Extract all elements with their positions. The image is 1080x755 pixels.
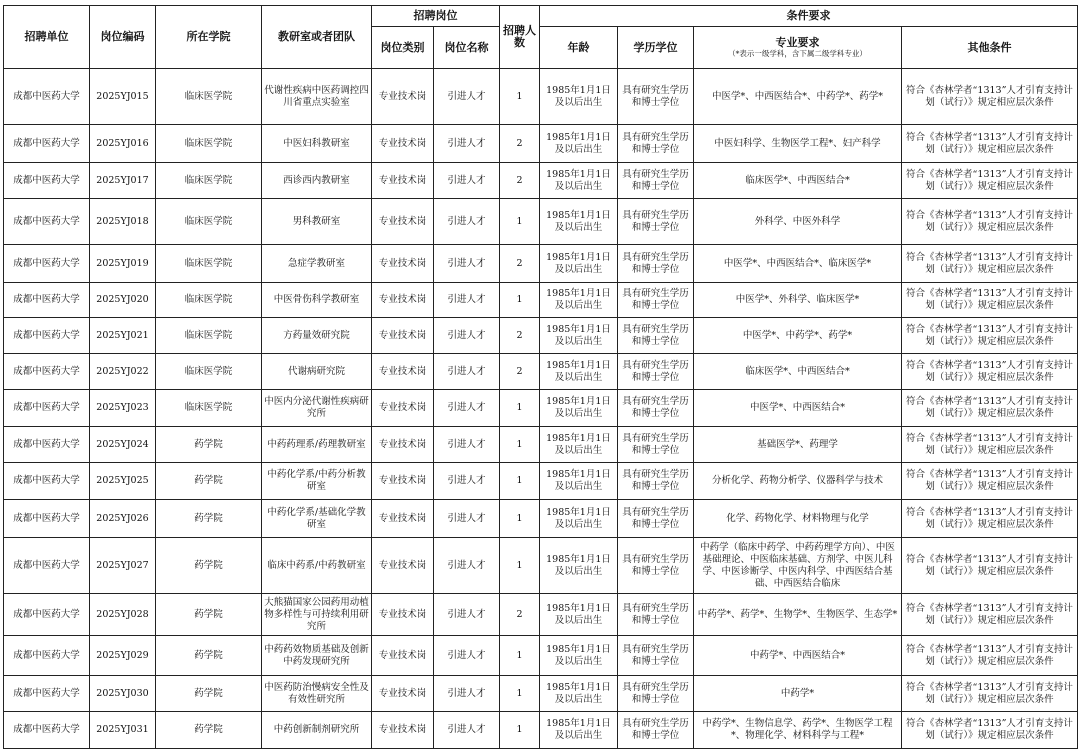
header-condition-group: 条件要求 [540, 6, 1078, 27]
cell-name: 引进人才 [434, 594, 500, 636]
cell-unit: 成都中医药大学 [4, 283, 90, 318]
cell-code: 2025YJ024 [90, 427, 156, 463]
cell-college: 临床医学院 [156, 163, 262, 199]
cell-edu: 具有研究生学历和博士学位 [618, 538, 694, 594]
cell-count: 2 [500, 318, 540, 354]
header-unit: 招聘单位 [4, 6, 90, 69]
cell-other: 符合《杏林学者“1313”人才引育支持计划（试行）》规定相应层次条件 [902, 354, 1078, 390]
cell-code: 2025YJ026 [90, 500, 156, 538]
cell-count: 2 [500, 245, 540, 283]
cell-unit: 成都中医药大学 [4, 354, 90, 390]
cell-age: 1985年1月1日及以后出生 [540, 354, 618, 390]
cell-edu: 具有研究生学历和博士学位 [618, 636, 694, 676]
cell-edu: 具有研究生学历和博士学位 [618, 712, 694, 749]
cell-major: 中医学*、中药学*、药学* [694, 318, 902, 354]
cell-team: 中医骨伤科学教研室 [262, 283, 372, 318]
cell-college: 药学院 [156, 538, 262, 594]
table-row [4, 163, 1078, 199]
cell-edu: 具有研究生学历和博士学位 [618, 283, 694, 318]
cell-major: 中药学（临床中药学、中药药理学方向）、中医基础理论、中医临床基础、方剂学、中医儿科学、中医诊断学、中医内科学、中西医结合基础、中西医结合临床 [694, 538, 902, 594]
cell-age: 1985年1月1日及以后出生 [540, 676, 618, 712]
cell-type: 专业技术岗 [372, 594, 434, 636]
table-header [4, 6, 1078, 69]
cell-name: 引进人才 [434, 538, 500, 594]
header-code: 岗位编码 [90, 6, 156, 69]
table-row [4, 500, 1078, 538]
header-post-name: 岗位名称 [434, 27, 500, 69]
cell-college: 药学院 [156, 676, 262, 712]
cell-team: 中药化学系/中药分析教研室 [262, 463, 372, 500]
cell-other: 符合《杏林学者“1313”人才引育支持计划（试行）》规定相应层次条件 [902, 199, 1078, 245]
cell-type: 专业技术岗 [372, 538, 434, 594]
cell-count: 2 [500, 125, 540, 163]
cell-edu: 具有研究生学历和博士学位 [618, 500, 694, 538]
cell-edu: 具有研究生学历和博士学位 [618, 125, 694, 163]
cell-unit: 成都中医药大学 [4, 125, 90, 163]
cell-type: 专业技术岗 [372, 245, 434, 283]
cell-unit: 成都中医药大学 [4, 245, 90, 283]
cell-unit: 成都中医药大学 [4, 199, 90, 245]
cell-team: 临床中药系/中药教研室 [262, 538, 372, 594]
cell-edu: 具有研究生学历和博士学位 [618, 390, 694, 427]
cell-code: 2025YJ023 [90, 390, 156, 427]
cell-major: 基础医学*、药理学 [694, 427, 902, 463]
table-row [4, 125, 1078, 163]
cell-other: 符合《杏林学者“1313”人才引育支持计划（试行）》规定相应层次条件 [902, 636, 1078, 676]
cell-college: 临床医学院 [156, 69, 262, 125]
cell-code: 2025YJ031 [90, 712, 156, 749]
cell-edu: 具有研究生学历和博士学位 [618, 594, 694, 636]
cell-unit: 成都中医药大学 [4, 594, 90, 636]
cell-major: 中药学*、中西医结合* [694, 636, 902, 676]
cell-team: 急症学教研室 [262, 245, 372, 283]
table-row [4, 318, 1078, 354]
header-major-label: 专业要求 [775, 36, 820, 49]
cell-type: 专业技术岗 [372, 636, 434, 676]
cell-college: 药学院 [156, 500, 262, 538]
cell-type: 专业技术岗 [372, 318, 434, 354]
table-row [4, 636, 1078, 676]
cell-other: 符合《杏林学者“1313”人才引育支持计划（试行）》规定相应层次条件 [902, 390, 1078, 427]
table-row [4, 676, 1078, 712]
cell-major: 中医学*、中西医结合*、临床医学* [694, 245, 902, 283]
cell-count: 1 [500, 500, 540, 538]
cell-code: 2025YJ030 [90, 676, 156, 712]
cell-major: 化学、药物化学、材料物理与化学 [694, 500, 902, 538]
cell-count: 1 [500, 712, 540, 749]
cell-name: 引进人才 [434, 199, 500, 245]
cell-count: 1 [500, 199, 540, 245]
table-row [4, 427, 1078, 463]
cell-college: 药学院 [156, 636, 262, 676]
cell-age: 1985年1月1日及以后出生 [540, 463, 618, 500]
cell-type: 专业技术岗 [372, 199, 434, 245]
cell-major: 临床医学*、中西医结合* [694, 354, 902, 390]
cell-age: 1985年1月1日及以后出生 [540, 390, 618, 427]
cell-code: 2025YJ019 [90, 245, 156, 283]
table-body [4, 69, 1078, 749]
cell-major: 中医学*、中西医结合*、中药学*、药学* [694, 69, 902, 125]
cell-edu: 具有研究生学历和博士学位 [618, 427, 694, 463]
header-age: 年龄 [540, 27, 618, 69]
recruitment-table-wrapper [3, 5, 1078, 749]
cell-other: 符合《杏林学者“1313”人才引育支持计划（试行）》规定相应层次条件 [902, 463, 1078, 500]
cell-name: 引进人才 [434, 318, 500, 354]
cell-college: 药学院 [156, 712, 262, 749]
table-row [4, 594, 1078, 636]
cell-major: 分析化学、药物分析学、仪器科学与技术 [694, 463, 902, 500]
cell-name: 引进人才 [434, 245, 500, 283]
table-row [4, 354, 1078, 390]
cell-type: 专业技术岗 [372, 125, 434, 163]
cell-team: 代谢病研究院 [262, 354, 372, 390]
cell-unit: 成都中医药大学 [4, 390, 90, 427]
cell-type: 专业技术岗 [372, 163, 434, 199]
cell-major: 中药学* [694, 676, 902, 712]
cell-unit: 成都中医药大学 [4, 538, 90, 594]
cell-name: 引进人才 [434, 283, 500, 318]
cell-type: 专业技术岗 [372, 676, 434, 712]
table-row [4, 283, 1078, 318]
cell-college: 临床医学院 [156, 199, 262, 245]
cell-team: 大熊猫国家公园药用动植物多样性与可持续利用研究所 [262, 594, 372, 636]
cell-edu: 具有研究生学历和博士学位 [618, 318, 694, 354]
cell-team: 中医药防治慢病安全性及有效性研究所 [262, 676, 372, 712]
table-row [4, 538, 1078, 594]
cell-name: 引进人才 [434, 125, 500, 163]
cell-unit: 成都中医药大学 [4, 163, 90, 199]
cell-type: 专业技术岗 [372, 354, 434, 390]
cell-major: 外科学、中医外科学 [694, 199, 902, 245]
header-edu: 学历学位 [618, 27, 694, 69]
cell-count: 1 [500, 390, 540, 427]
cell-unit: 成都中医药大学 [4, 318, 90, 354]
header-count: 招聘人数 [500, 6, 540, 69]
cell-code: 2025YJ021 [90, 318, 156, 354]
table-row [4, 390, 1078, 427]
cell-other: 符合《杏林学者“1313”人才引育支持计划（试行）》规定相应层次条件 [902, 500, 1078, 538]
cell-other: 符合《杏林学者“1313”人才引育支持计划（试行）》规定相应层次条件 [902, 427, 1078, 463]
cell-major: 中药学*、药学*、生物学*、生物医学、生态学* [694, 594, 902, 636]
cell-age: 1985年1月1日及以后出生 [540, 283, 618, 318]
cell-unit: 成都中医药大学 [4, 427, 90, 463]
cell-name: 引进人才 [434, 712, 500, 749]
cell-team: 男科教研室 [262, 199, 372, 245]
cell-other: 符合《杏林学者“1313”人才引育支持计划（试行）》规定相应层次条件 [902, 245, 1078, 283]
cell-college: 临床医学院 [156, 245, 262, 283]
cell-edu: 具有研究生学历和博士学位 [618, 463, 694, 500]
cell-name: 引进人才 [434, 69, 500, 125]
header-major [694, 27, 902, 69]
cell-age: 1985年1月1日及以后出生 [540, 125, 618, 163]
cell-college: 临床医学院 [156, 125, 262, 163]
cell-count: 1 [500, 636, 540, 676]
cell-type: 专业技术岗 [372, 69, 434, 125]
cell-other: 符合《杏林学者“1313”人才引育支持计划（试行）》规定相应层次条件 [902, 676, 1078, 712]
cell-age: 1985年1月1日及以后出生 [540, 500, 618, 538]
cell-college: 临床医学院 [156, 283, 262, 318]
cell-edu: 具有研究生学历和博士学位 [618, 199, 694, 245]
header-team: 教研室或者团队 [262, 6, 372, 69]
cell-name: 引进人才 [434, 636, 500, 676]
cell-other: 符合《杏林学者“1313”人才引育支持计划（试行）》规定相应层次条件 [902, 69, 1078, 125]
cell-team: 中药创新制剂研究所 [262, 712, 372, 749]
cell-name: 引进人才 [434, 163, 500, 199]
cell-major: 中医学*、中西医结合* [694, 390, 902, 427]
cell-unit: 成都中医药大学 [4, 636, 90, 676]
cell-age: 1985年1月1日及以后出生 [540, 245, 618, 283]
cell-other: 符合《杏林学者“1313”人才引育支持计划（试行）》规定相应层次条件 [902, 318, 1078, 354]
cell-name: 引进人才 [434, 390, 500, 427]
table-row [4, 69, 1078, 125]
cell-major: 中药学*、生物信息学、药学*、生物医学工程*、物理化学、材料科学与工程* [694, 712, 902, 749]
header-major-note: （*表示一级学科，含下属二级学科专业） [728, 49, 867, 58]
cell-major: 中医学*、外科学、临床医学* [694, 283, 902, 318]
cell-edu: 具有研究生学历和博士学位 [618, 245, 694, 283]
cell-age: 1985年1月1日及以后出生 [540, 427, 618, 463]
cell-age: 1985年1月1日及以后出生 [540, 163, 618, 199]
cell-college: 临床医学院 [156, 354, 262, 390]
cell-other: 符合《杏林学者“1313”人才引育支持计划（试行）》规定相应层次条件 [902, 283, 1078, 318]
cell-college: 临床医学院 [156, 390, 262, 427]
cell-name: 引进人才 [434, 427, 500, 463]
cell-code: 2025YJ017 [90, 163, 156, 199]
cell-team: 代谢性疾病中医药调控四川省重点实验室 [262, 69, 372, 125]
cell-code: 2025YJ025 [90, 463, 156, 500]
cell-type: 专业技术岗 [372, 712, 434, 749]
cell-age: 1985年1月1日及以后出生 [540, 538, 618, 594]
cell-name: 引进人才 [434, 676, 500, 712]
cell-team: 中药药效物质基础及创新中药发现研究所 [262, 636, 372, 676]
cell-count: 1 [500, 283, 540, 318]
cell-team: 西诊西内教研室 [262, 163, 372, 199]
cell-type: 专业技术岗 [372, 463, 434, 500]
cell-team: 中药药理系/药理教研室 [262, 427, 372, 463]
cell-count: 1 [500, 69, 540, 125]
cell-edu: 具有研究生学历和博士学位 [618, 163, 694, 199]
cell-college: 药学院 [156, 427, 262, 463]
cell-count: 2 [500, 354, 540, 390]
cell-count: 2 [500, 163, 540, 199]
cell-count: 2 [500, 594, 540, 636]
cell-code: 2025YJ027 [90, 538, 156, 594]
cell-unit: 成都中医药大学 [4, 712, 90, 749]
cell-age: 1985年1月1日及以后出生 [540, 636, 618, 676]
cell-type: 专业技术岗 [372, 427, 434, 463]
cell-age: 1985年1月1日及以后出生 [540, 594, 618, 636]
cell-team: 中医内分泌代谢性疾病研究所 [262, 390, 372, 427]
cell-edu: 具有研究生学历和博士学位 [618, 354, 694, 390]
cell-college: 临床医学院 [156, 318, 262, 354]
cell-code: 2025YJ015 [90, 69, 156, 125]
cell-major: 临床医学*、中西医结合* [694, 163, 902, 199]
cell-team: 中医妇科教研室 [262, 125, 372, 163]
recruitment-table [3, 5, 1078, 749]
cell-age: 1985年1月1日及以后出生 [540, 199, 618, 245]
cell-team: 中药化学系/基础化学教研室 [262, 500, 372, 538]
cell-name: 引进人才 [434, 463, 500, 500]
header-college: 所在学院 [156, 6, 262, 69]
cell-edu: 具有研究生学历和博士学位 [618, 69, 694, 125]
cell-college: 药学院 [156, 594, 262, 636]
cell-age: 1985年1月1日及以后出生 [540, 712, 618, 749]
cell-code: 2025YJ020 [90, 283, 156, 318]
cell-count: 1 [500, 463, 540, 500]
cell-unit: 成都中医药大学 [4, 676, 90, 712]
table-row [4, 245, 1078, 283]
header-other: 其他条件 [902, 27, 1078, 69]
cell-college: 药学院 [156, 463, 262, 500]
table-row [4, 463, 1078, 500]
cell-name: 引进人才 [434, 354, 500, 390]
cell-count: 1 [500, 427, 540, 463]
cell-other: 符合《杏林学者“1313”人才引育支持计划（试行）》规定相应层次条件 [902, 712, 1078, 749]
cell-count: 1 [500, 676, 540, 712]
cell-name: 引进人才 [434, 500, 500, 538]
cell-age: 1985年1月1日及以后出生 [540, 318, 618, 354]
cell-edu: 具有研究生学历和博士学位 [618, 676, 694, 712]
header-post-group: 招聘岗位 [372, 6, 500, 27]
cell-unit: 成都中医药大学 [4, 463, 90, 500]
cell-other: 符合《杏林学者“1313”人才引育支持计划（试行）》规定相应层次条件 [902, 538, 1078, 594]
cell-major: 中医妇科学、生物医学工程*、妇产科学 [694, 125, 902, 163]
cell-type: 专业技术岗 [372, 390, 434, 427]
cell-other: 符合《杏林学者“1313”人才引育支持计划（试行）》规定相应层次条件 [902, 163, 1078, 199]
cell-unit: 成都中医药大学 [4, 500, 90, 538]
cell-code: 2025YJ029 [90, 636, 156, 676]
cell-team: 方药量效研究院 [262, 318, 372, 354]
cell-type: 专业技术岗 [372, 500, 434, 538]
cell-count: 1 [500, 538, 540, 594]
cell-code: 2025YJ022 [90, 354, 156, 390]
cell-code: 2025YJ016 [90, 125, 156, 163]
cell-code: 2025YJ018 [90, 199, 156, 245]
table-row [4, 712, 1078, 749]
cell-unit: 成都中医药大学 [4, 69, 90, 125]
cell-code: 2025YJ028 [90, 594, 156, 636]
header-post-type: 岗位类别 [372, 27, 434, 69]
cell-type: 专业技术岗 [372, 283, 434, 318]
cell-other: 符合《杏林学者“1313”人才引育支持计划（试行）》规定相应层次条件 [902, 125, 1078, 163]
cell-age: 1985年1月1日及以后出生 [540, 69, 618, 125]
cell-other: 符合《杏林学者“1313”人才引育支持计划（试行）》规定相应层次条件 [902, 594, 1078, 636]
table-row [4, 199, 1078, 245]
